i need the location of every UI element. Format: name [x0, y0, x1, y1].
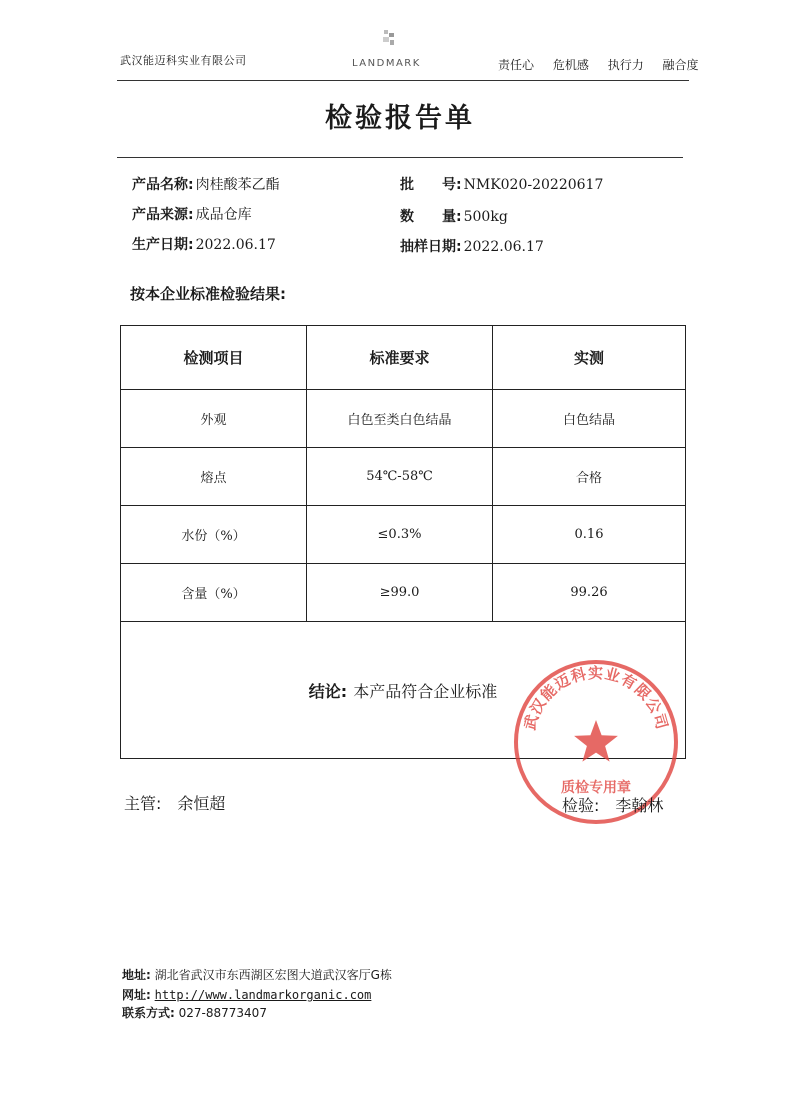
- company-values: [498, 56, 708, 73]
- table-header-standard: 标准要求: [307, 326, 493, 390]
- field-value: 2022.06.17: [463, 239, 544, 255]
- seal-star-icon: [574, 720, 618, 762]
- table-cell: 54℃-58℃: [307, 448, 493, 506]
- section-heading: 按本企业标准检验结果:: [130, 285, 286, 303]
- footer-website: [122, 986, 371, 1003]
- value-item: 执行力: [607, 58, 644, 72]
- field-label: 产品名称:: [132, 177, 194, 193]
- footer-label: 网址:: [122, 988, 151, 1002]
- document-title: 检验报告单: [325, 103, 475, 134]
- table-cell: 含量（%）: [121, 564, 307, 622]
- company-name: 武汉能迈科实业有限公司: [120, 54, 247, 67]
- value-item: 责任心: [498, 58, 535, 72]
- conclusion-value: 本产品符合企业标准: [353, 681, 498, 701]
- table-cell: 外观: [121, 390, 307, 448]
- field-value: 成品仓库: [195, 207, 252, 223]
- field-label: 批 号:: [400, 177, 462, 193]
- svg-text:武汉能迈科实业有限公司: 武汉能迈科实业有限公司: [520, 664, 672, 733]
- table-cell: 合格: [493, 448, 685, 506]
- footer-phone: [122, 1004, 267, 1021]
- phone-text: 027-88773407: [178, 1006, 267, 1020]
- table-header-measured: 实测: [493, 326, 685, 390]
- table-cell: ≥99.0: [307, 564, 493, 622]
- field-value: 500kg: [463, 209, 508, 225]
- address-text: 湖北省武汉市东西湖区宏图大道武汉客厅G栋: [154, 968, 392, 982]
- field-label: 生产日期:: [132, 237, 194, 253]
- field-batch-no: [400, 174, 603, 194]
- footer-address: [122, 966, 392, 983]
- field-value: 2022.06.17: [195, 237, 276, 253]
- logo-text: LANDMARK: [352, 58, 421, 69]
- supervisor-signature: 主管: 余恒超: [124, 794, 226, 813]
- footer-label: 联系方式:: [122, 1006, 175, 1020]
- website-link[interactable]: http://www.landmarkorganic.com: [154, 988, 372, 1002]
- header-divider: [117, 80, 689, 81]
- field-quantity: [400, 206, 508, 226]
- table-cell: 0.16: [493, 506, 685, 564]
- inspector-signature: 检验: 李翰林: [562, 796, 664, 815]
- table-header-item: 检测项目: [121, 326, 307, 390]
- field-label: 产品来源:: [132, 207, 194, 223]
- field-production-date: [132, 234, 276, 254]
- conclusion-label: 结论:: [308, 681, 348, 701]
- field-product-name: [132, 174, 280, 194]
- value-item: 危机感: [552, 58, 589, 72]
- field-sampling-date: [400, 236, 544, 256]
- field-label: 数 量:: [400, 209, 462, 225]
- table-cell: 水份（%）: [121, 506, 307, 564]
- field-label: 抽样日期:: [400, 239, 462, 255]
- svg-text:质检专用章: 质检专用章: [561, 780, 631, 796]
- title-divider: [117, 157, 683, 158]
- table-cell: 白色至类白色结晶: [307, 390, 493, 448]
- footer-label: 地址:: [122, 968, 151, 982]
- field-value: 肉桂酸苯乙酯: [195, 177, 280, 193]
- value-item: 融合度: [662, 58, 699, 72]
- table-cell: 白色结晶: [493, 390, 685, 448]
- landmark-logo-icon: [378, 28, 400, 50]
- table-cell: 熔点: [121, 448, 307, 506]
- field-source: [132, 204, 252, 224]
- field-value: NMK020-20220617: [463, 177, 604, 193]
- table-cell: ≤0.3%: [307, 506, 493, 564]
- table-cell: 99.26: [493, 564, 685, 622]
